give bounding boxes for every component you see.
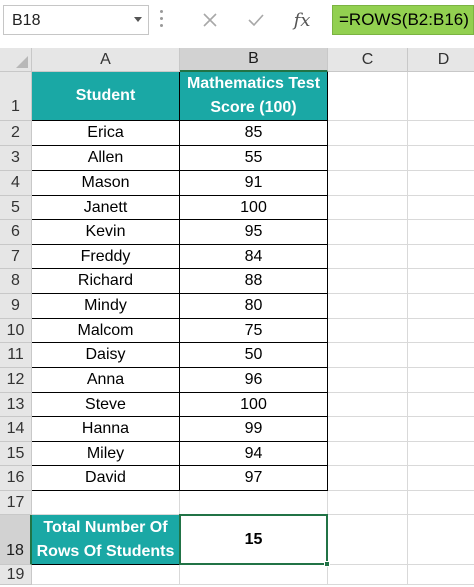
row-header-16[interactable]: 16 bbox=[0, 466, 32, 491]
column-header-c[interactable]: C bbox=[328, 48, 408, 72]
empty-cell[interactable] bbox=[408, 171, 474, 196]
empty-cell[interactable] bbox=[328, 146, 408, 171]
empty-cell[interactable] bbox=[408, 294, 474, 319]
score-cell[interactable]: 84 bbox=[180, 245, 328, 269]
score-cell[interactable]: 100 bbox=[180, 393, 328, 417]
student-name-cell[interactable]: Anna bbox=[32, 368, 180, 393]
student-name-cell[interactable]: Freddy bbox=[32, 245, 180, 269]
score-cell[interactable]: 88 bbox=[180, 269, 328, 294]
row-header-12[interactable]: 12 bbox=[0, 368, 32, 393]
empty-cell[interactable] bbox=[328, 72, 408, 121]
name-box-value: B18 bbox=[12, 12, 41, 29]
summary-value-cell[interactable]: 15 bbox=[180, 515, 328, 565]
empty-cell[interactable] bbox=[408, 466, 474, 491]
column-header-a[interactable]: A bbox=[32, 48, 180, 72]
empty-cell[interactable] bbox=[408, 220, 474, 245]
score-cell[interactable]: 94 bbox=[180, 442, 328, 466]
row-header-7[interactable]: 7 bbox=[0, 245, 32, 269]
student-name-cell[interactable]: Kevin bbox=[32, 220, 180, 245]
empty-cell[interactable] bbox=[328, 121, 408, 146]
student-name-cell[interactable]: Janett bbox=[32, 196, 180, 220]
empty-cell[interactable] bbox=[328, 343, 408, 368]
empty-cell[interactable] bbox=[328, 491, 408, 515]
formula-input[interactable] bbox=[332, 5, 474, 35]
empty-cell[interactable] bbox=[328, 417, 408, 442]
row-header-18[interactable]: 18 bbox=[0, 515, 32, 565]
empty-cell[interactable] bbox=[328, 515, 408, 565]
empty-cell[interactable] bbox=[328, 220, 408, 245]
empty-cell[interactable] bbox=[408, 565, 474, 585]
student-name-cell[interactable]: Mason bbox=[32, 171, 180, 196]
empty-cell[interactable] bbox=[32, 491, 180, 515]
empty-cell[interactable] bbox=[328, 171, 408, 196]
row-header-3[interactable]: 3 bbox=[0, 146, 32, 171]
score-cell[interactable]: 80 bbox=[180, 294, 328, 319]
row-header-6[interactable]: 6 bbox=[0, 220, 32, 245]
empty-cell[interactable] bbox=[180, 491, 328, 515]
row-header-13[interactable]: 13 bbox=[0, 393, 32, 417]
score-cell[interactable]: 99 bbox=[180, 417, 328, 442]
empty-cell[interactable] bbox=[408, 515, 474, 565]
row-header-4[interactable]: 4 bbox=[0, 171, 32, 196]
row-header-1[interactable]: 1 bbox=[0, 72, 32, 121]
drag-handle-icon[interactable] bbox=[160, 10, 164, 30]
row-header-15[interactable]: 15 bbox=[0, 442, 32, 466]
row-header-10[interactable]: 10 bbox=[0, 319, 32, 343]
student-name-cell[interactable]: Mindy bbox=[32, 294, 180, 319]
score-cell[interactable]: 97 bbox=[180, 466, 328, 491]
empty-cell[interactable] bbox=[328, 466, 408, 491]
empty-cell[interactable] bbox=[408, 269, 474, 294]
empty-cell[interactable] bbox=[408, 491, 474, 515]
fill-handle[interactable] bbox=[324, 561, 330, 567]
empty-cell[interactable] bbox=[328, 269, 408, 294]
empty-cell[interactable] bbox=[408, 442, 474, 466]
score-cell[interactable]: 100 bbox=[180, 196, 328, 220]
empty-cell[interactable] bbox=[328, 368, 408, 393]
score-cell[interactable]: 75 bbox=[180, 319, 328, 343]
score-cell[interactable]: 50 bbox=[180, 343, 328, 368]
empty-cell[interactable] bbox=[408, 417, 474, 442]
empty-cell[interactable] bbox=[408, 121, 474, 146]
student-name-cell[interactable]: Steve bbox=[32, 393, 180, 417]
check-icon[interactable] bbox=[243, 8, 269, 32]
student-name-cell[interactable]: Allen bbox=[32, 146, 180, 171]
empty-cell[interactable] bbox=[180, 565, 328, 585]
formula-text: =ROWS(B2:B16) bbox=[339, 10, 469, 29]
empty-cell[interactable] bbox=[408, 245, 474, 269]
empty-cell[interactable] bbox=[408, 72, 474, 121]
empty-cell[interactable] bbox=[328, 393, 408, 417]
row-header-17[interactable]: 17 bbox=[0, 491, 32, 515]
score-cell[interactable]: 85 bbox=[180, 121, 328, 146]
score-cell[interactable]: 95 bbox=[180, 220, 328, 245]
empty-cell[interactable] bbox=[328, 196, 408, 220]
formula-bar-area bbox=[0, 0, 474, 44]
cancel-icon[interactable] bbox=[197, 8, 223, 32]
empty-cell[interactable] bbox=[408, 196, 474, 220]
empty-cell[interactable] bbox=[408, 343, 474, 368]
empty-cell[interactable] bbox=[328, 442, 408, 466]
row-header-5[interactable]: 5 bbox=[0, 196, 32, 220]
empty-cell[interactable] bbox=[408, 368, 474, 393]
student-name-cell[interactable]: Erica bbox=[32, 121, 180, 146]
empty-cell[interactable] bbox=[408, 393, 474, 417]
formula-buttons bbox=[183, 5, 323, 35]
empty-cell[interactable] bbox=[328, 245, 408, 269]
column-header-b[interactable]: B bbox=[180, 48, 328, 72]
row-header-11[interactable]: 11 bbox=[0, 343, 32, 368]
score-cell[interactable]: 96 bbox=[180, 368, 328, 393]
empty-cell[interactable] bbox=[408, 146, 474, 171]
student-name-cell[interactable]: Richard bbox=[32, 269, 180, 294]
student-name-cell[interactable]: Malcom bbox=[32, 319, 180, 343]
score-cell[interactable]: 91 bbox=[180, 171, 328, 196]
row-header-14[interactable]: 14 bbox=[0, 417, 32, 442]
student-name-cell[interactable]: David bbox=[32, 466, 180, 491]
summary-label-cell[interactable]: Total Number Of Rows Of Students bbox=[32, 515, 180, 565]
name-box[interactable] bbox=[3, 5, 149, 35]
empty-cell[interactable] bbox=[328, 565, 408, 585]
student-name-cell[interactable]: Daisy bbox=[32, 343, 180, 368]
table-header-student[interactable]: Student bbox=[32, 72, 180, 121]
chevron-down-icon[interactable] bbox=[134, 17, 142, 22]
empty-cell[interactable] bbox=[328, 319, 408, 343]
select-all-button[interactable] bbox=[0, 48, 32, 72]
table-header-score[interactable]: Mathematics Test Score (100) bbox=[180, 72, 328, 121]
empty-cell[interactable] bbox=[408, 319, 474, 343]
student-name-cell[interactable]: Hanna bbox=[32, 417, 180, 442]
row-header-9[interactable]: 9 bbox=[0, 294, 32, 319]
row-header-8[interactable]: 8 bbox=[0, 269, 32, 294]
column-header-d[interactable]: D bbox=[408, 48, 474, 72]
score-cell[interactable]: 55 bbox=[180, 146, 328, 171]
student-name-cell[interactable]: Miley bbox=[32, 442, 180, 466]
row-header-19[interactable]: 19 bbox=[0, 565, 32, 585]
empty-cell[interactable] bbox=[328, 294, 408, 319]
empty-cell[interactable] bbox=[32, 565, 180, 585]
row-header-2[interactable]: 2 bbox=[0, 121, 32, 146]
insert-function-icon[interactable]: fx bbox=[293, 9, 311, 31]
